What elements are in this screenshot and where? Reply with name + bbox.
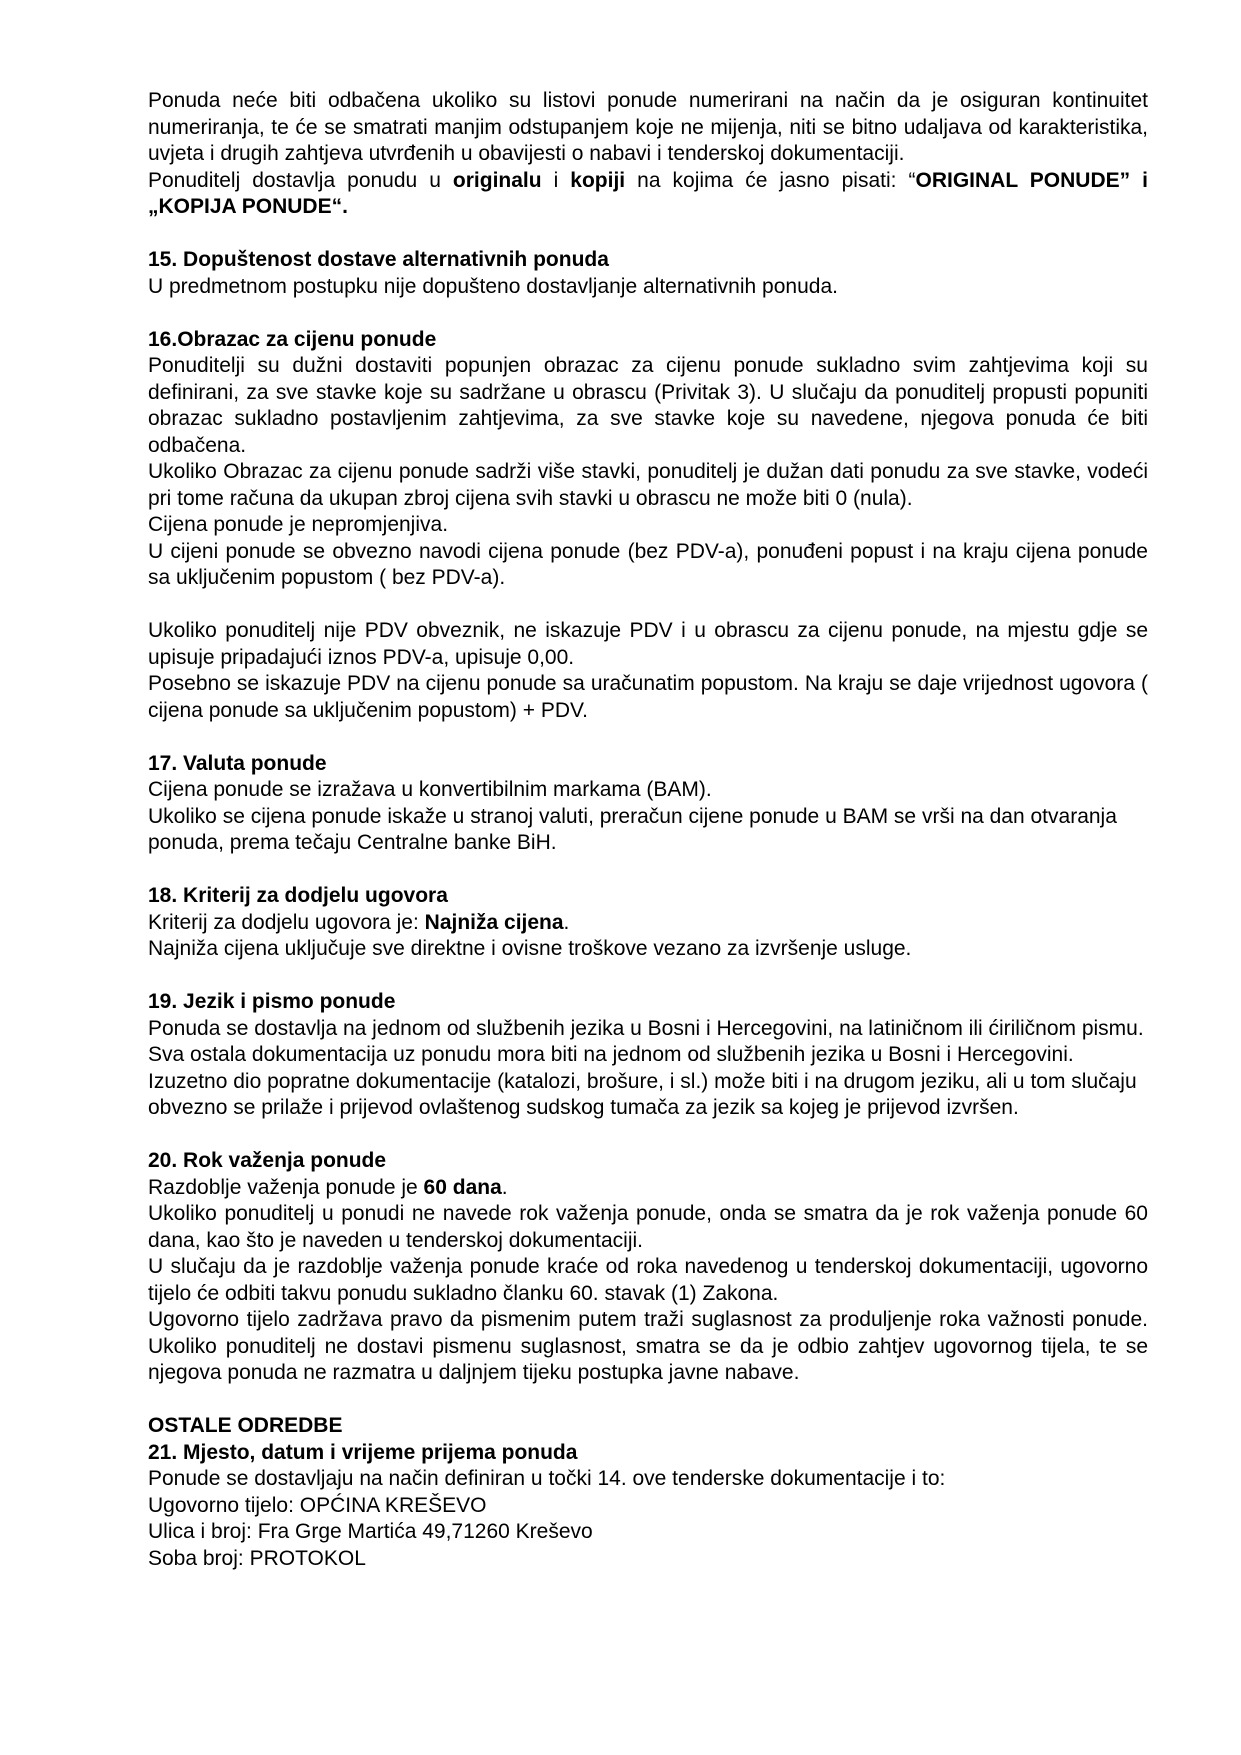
section-21-room-number: Soba broj: PROTOKOL	[148, 1546, 366, 1570]
section-17-paragraph-1: Cijena ponude se izražava u konvertibilnim markama (BAM).	[148, 778, 712, 801]
section-18-paragraph-1: Kriterij za dodjelu ugovora je: Najniža cijena.	[148, 910, 570, 934]
spacer	[148, 592, 1148, 619]
section-17-paragraph-2: Ukoliko se cijena ponude iskaže u stranoj valuti, preračun cijene ponude u BAM se vrši na dan otvaranja ponuda, prema tečaju Centralne banke BiH.	[148, 804, 1117, 854]
spacer	[148, 963, 1148, 990]
spacer	[148, 857, 1148, 884]
section-21-street-address: Ulica i broj: Fra Grge Martića 49,71260 Kreševo	[148, 1520, 593, 1543]
section-21-paragraph-1: Ponude se dostavljaju na način definiran u točki 14. ove tenderske dokumentacije i to:	[148, 1467, 946, 1490]
section-16-paragraph-2: Ukoliko Obrazac za cijenu ponude sadrži više stavki, ponuditelj je dužan dati ponudu za sve stavke, vodeći pri tome računa da ukupan zbroj cijena svih stavki u obrascu ne može biti 0 (nula).	[148, 460, 1148, 510]
document-page	[148, 88, 1148, 1572]
section-19-paragraph-1: Ponuda se dostavlja na jednom od službenih jezika u Bosni i Hercegovini, na latiničnom ili ćiriličnom pismu. Sva ostala dokumentacija uz ponudu mora biti na jednom od službenih jezika u Bosni i Hercegovini.	[148, 1016, 1144, 1066]
section-20-paragraph-2: Ukoliko ponuditelj u ponudi ne navede rok važenja ponude, onda se smatra da je rok važenja ponude 60 dana, kao što je naveden u tenderskoj dokumentaciji.	[148, 1202, 1148, 1252]
section-17-heading: 17. Valuta ponude	[148, 751, 327, 775]
section-21-contracting-authority: Ugovorno tijelo: OPĆINA KREŠEVO	[148, 1493, 487, 1517]
section-16-heading: 16.Obrazac za cijenu ponude	[148, 327, 437, 351]
section-14-paragraph-2: Ponuditelj dostavlja ponudu u originalu i kopiji na kojima će jasno pisati: “ORIGINAL PONUDE” i „KOPIJA PONUDE“.	[148, 168, 1148, 218]
spacer	[148, 1122, 1148, 1149]
section-14-paragraph-1: Ponuda neće biti odbačena ukoliko su listovi ponude numerirani na način da je osiguran kontinuitet numeriranja, te će se smatrati manjim odstupanjem koje ne mijenja, niti se bitno udaljava od karakteristika, uvjeta i drugih zahtjeva utvrđenih u obavijesti o nabavi i tenderskoj dokumentaciji.	[148, 89, 1148, 165]
other-provisions-heading: OSTALE ODREDBE	[148, 1414, 343, 1437]
section-18-heading: 18. Kriterij za dodjelu ugovora	[148, 884, 448, 907]
section-19-heading: 19. Jezik i pismo ponude	[148, 990, 396, 1013]
spacer	[148, 1387, 1148, 1414]
section-20-paragraph-1: Razdoblje važenja ponude je 60 dana.	[148, 1175, 508, 1199]
section-19-paragraph-2: Izuzetno dio popratne dokumentacije (katalozi, brošure, i sl.) može biti i na drugom jeziku, ali u tom slučaju obvezno se prilaže i prijevod ovlaštenog sudskog tumača za jezik sa kojeg je prijevod izvršen.	[148, 1069, 1137, 1119]
section-16-paragraph-1: Ponuditelji su dužni dostaviti popunjen obrazac za cijenu ponude sukladno svim zahtjevima koji su definirani, za sve stavke koje su sadržane u obrascu (Privitak 3). U slučaju da ponuditelj propusti popuniti obrazac sukladno postavljenim zahtjevima, za sve stavke koje su navedene, njegova ponuda će biti odbačena.	[148, 354, 1148, 457]
section-20-heading: 20. Rok važenja ponude	[148, 1149, 387, 1172]
section-21-heading: 21. Mjesto, datum i vrijeme prijema ponuda	[148, 1440, 578, 1464]
section-15-heading: 15. Dopuštenost dostave alternativnih ponuda	[148, 248, 609, 271]
section-16-paragraph-4: U cijeni ponude se obvezno navodi cijena ponude (bez PDV-a), ponuđeni popust i na kraju cijena ponude sa uključenim popustom ( bez PDV-a).	[148, 539, 1148, 589]
spacer	[148, 724, 1148, 751]
section-16-paragraph-5: Ukoliko ponuditelj nije PDV obveznik, ne iskazuje PDV i u obrascu za cijenu ponude, na mjestu gdje se upisuje pripadajući iznos PDV-a, upisuje 0,00.	[148, 619, 1148, 669]
spacer	[148, 221, 1148, 248]
section-15-paragraph-1: U predmetnom postupku nije dopušteno dostavljanje alternativnih ponuda.	[148, 274, 838, 298]
spacer	[148, 300, 1148, 327]
section-20-paragraph-3: U slučaju da je razdoblje važenja ponude kraće od roka navedenog u tenderskoj dokumentaciji, ugovorno tijelo će odbiti takvu ponudu sukladno članku 60. stavak (1) Zakona.	[148, 1255, 1148, 1305]
section-18-paragraph-2: Najniža cijena uključuje sve direktne i ovisne troškove vezano za izvršenje usluge.	[148, 937, 912, 960]
section-16-paragraph-3: Cijena ponude je nepromjenjiva.	[148, 513, 449, 536]
section-16-paragraph-6: Posebno se iskazuje PDV na cijenu ponude sa uračunatim popustom. Na kraju se daje vrijednost ugovora ( cijena ponude sa uključenim popustom) + PDV.	[148, 672, 1148, 722]
section-20-paragraph-4: Ugovorno tijelo zadržava pravo da pismenim putem traži suglasnost za produljenje roka važnosti ponude. Ukoliko ponuditelj ne dostavi pismenu suglasnost, smatra se da je odbio zahtjev ugovornog tijela, te se njegova ponuda ne razmatra u daljnjem tijeku postupka javne nabave.	[148, 1308, 1148, 1384]
